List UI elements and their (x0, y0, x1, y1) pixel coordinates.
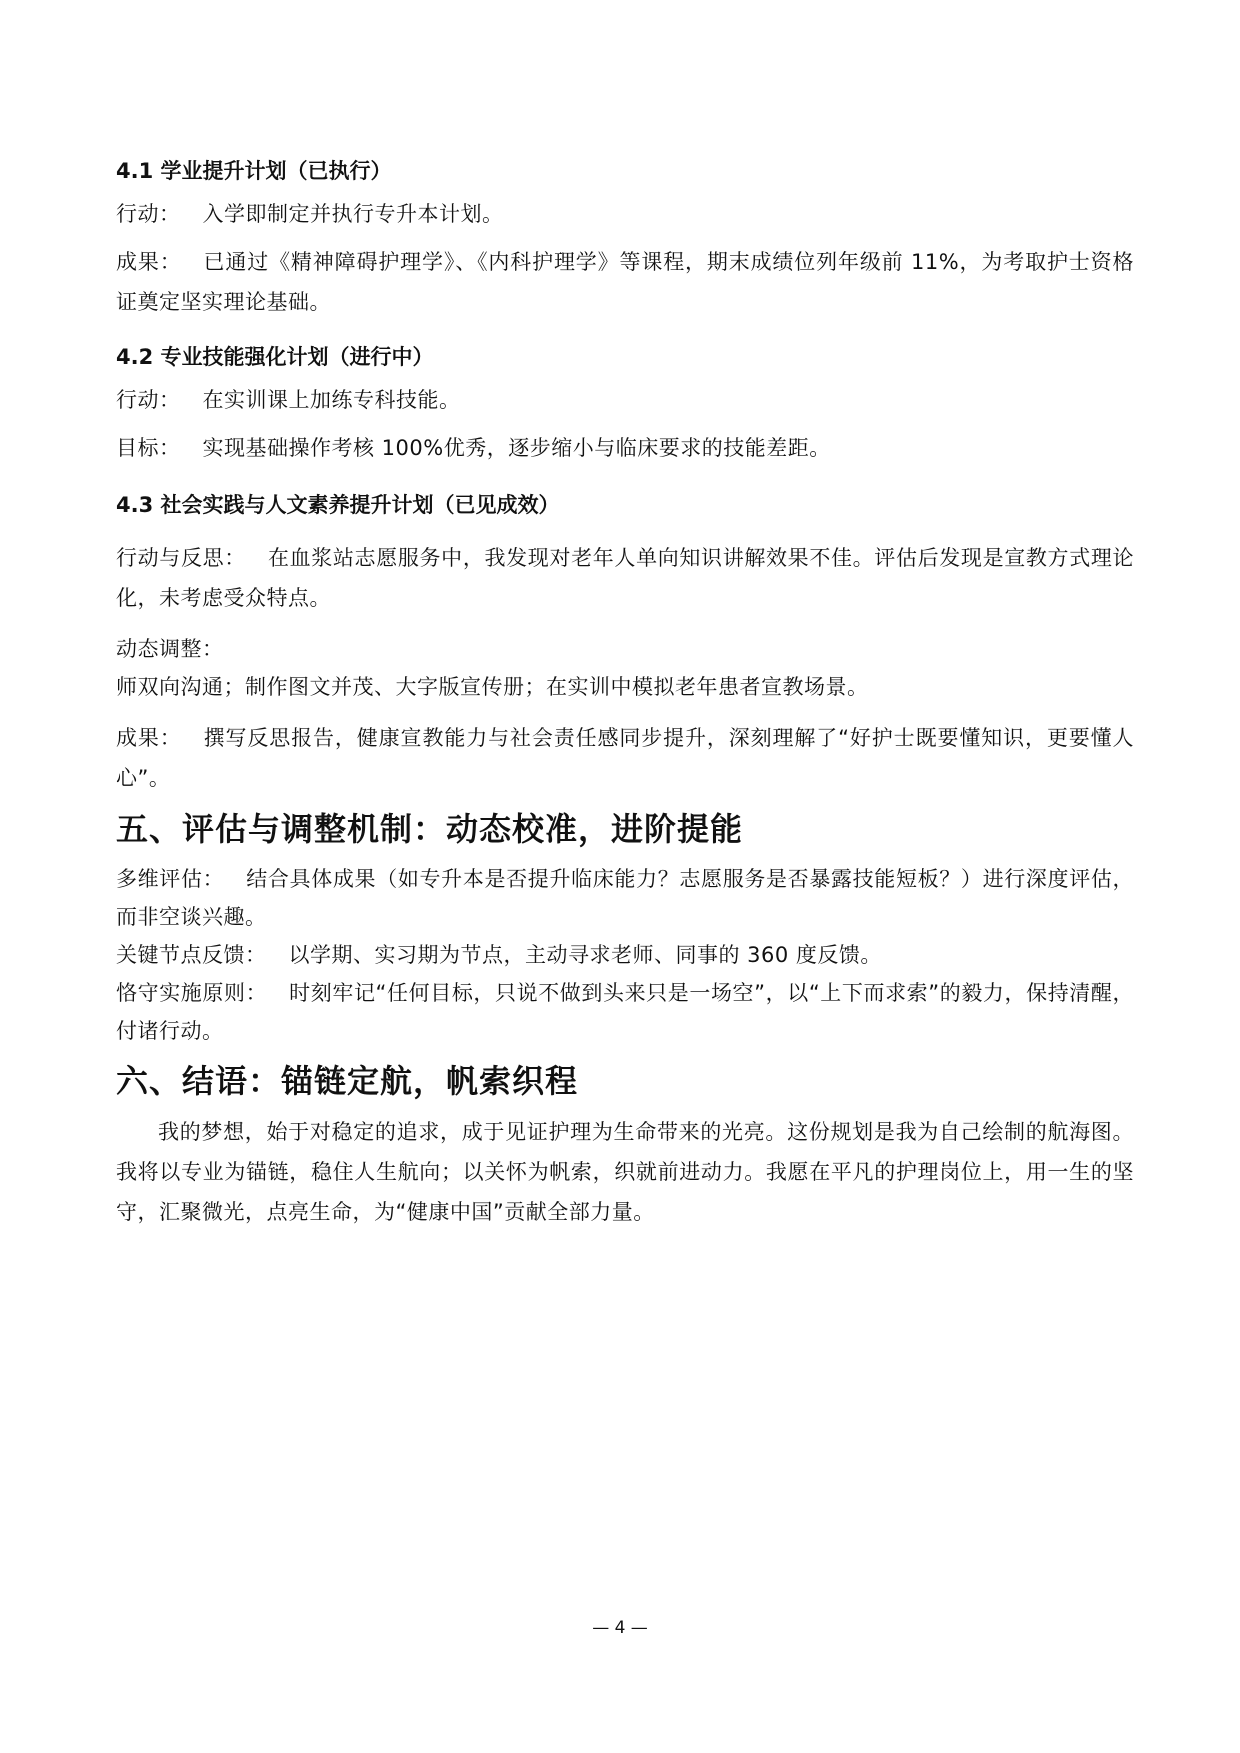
result-label: 成果： (116, 726, 182, 750)
goal-label: 目标： (116, 436, 181, 460)
action-text: 在实训课上加练专科技能。 (202, 388, 461, 412)
section-4-3-result (116, 718, 1134, 798)
action-label: 行动： (116, 202, 181, 226)
section-5-feedback (116, 936, 1134, 974)
goal-text: 实现基础操作考核 100%优秀，逐步缩小与临床要求的技能差距。 (202, 436, 831, 460)
section-5-evaluation (116, 860, 1134, 936)
feedback-text: 以学期、实习期为节点，主动寻求老师、同事的 360 度反馈。 (288, 943, 882, 967)
section-4-3-adjust-text: 师双向沟通；制作图文并茂、大字版宣传册；在实训中模拟老年患者宣教场景。 (116, 675, 869, 699)
reflection-label: 行动与反思： (116, 546, 246, 570)
section-4-1-heading: 4.1 学业提升计划（已执行） (116, 159, 392, 183)
section-6-body: 我的梦想，始于对稳定的追求，成于见证护理为生命带来的光亮。这份规划是我为自己绘制的航海图。我将以专业为锚链，稳住人生航向；以关怀为帆索，织就前进动力。我愿在平凡的护理岗位上，用一生的坚守，汇聚微光，点亮生命，为“健康中国”贡献全部力量。 (116, 1120, 1134, 1224)
section-5-principle (116, 974, 1134, 1050)
principle-text: 时刻牢记“任何目标，只说不做到头来只是一场空”，以“上下而求索”的毅力，保持清醒，付诸行动。 (116, 981, 1135, 1043)
action-label: 行动： (116, 388, 181, 412)
page-number: — 4 — (592, 1618, 648, 1638)
section-4-2-goal (116, 428, 1134, 468)
section-4-3-adjust-label: 动态调整： (116, 637, 224, 661)
section-4-3-heading: 4.3 社会实践与人文素养提升计划（已见成效） (116, 493, 560, 517)
result-label: 成果： (116, 250, 182, 274)
section-6-heading: 六、结语：锚链定航，帆索织程 (116, 1062, 579, 1100)
principle-label: 恪守实施原则： (116, 981, 268, 1005)
section-5-heading: 五、评估与调整机制：动态校准，进阶提能 (116, 810, 744, 848)
result-text: 撰写反思报告，健康宣教能力与社会责任感同步提升，深刻理解了“好护士既要懂知识，更要懂人心”。 (116, 726, 1134, 790)
section-4-2-action (116, 380, 1134, 420)
result-text: 已通过《精神障碍护理学》、《内科护理学》等课程，期末成绩位列年级前 11%，为考取护士资格证奠定坚实理论基础。 (116, 250, 1134, 314)
evaluation-label: 多维评估： (116, 867, 225, 891)
section-4-3-reflection (116, 538, 1134, 618)
section-4-1-action (116, 194, 1134, 234)
evaluation-text: 结合具体成果（如专升本是否提升临床能力？志愿服务是否暴露技能短板？）进行深度评估，而非空谈兴趣。 (116, 867, 1134, 929)
action-text: 入学即制定并执行专升本计划。 (202, 202, 504, 226)
section-4-1-result (116, 242, 1134, 322)
reflection-text: 在血浆站志愿服务中，我发现对老年人单向知识讲解效果不佳。评估后发现是宣教方式理论化，未考虑受众特点。 (116, 546, 1135, 610)
section-4-2-heading: 4.2 专业技能强化计划（进行中） (116, 345, 434, 369)
feedback-label: 关键节点反馈： (116, 943, 267, 967)
page-content (116, 156, 1134, 1232)
